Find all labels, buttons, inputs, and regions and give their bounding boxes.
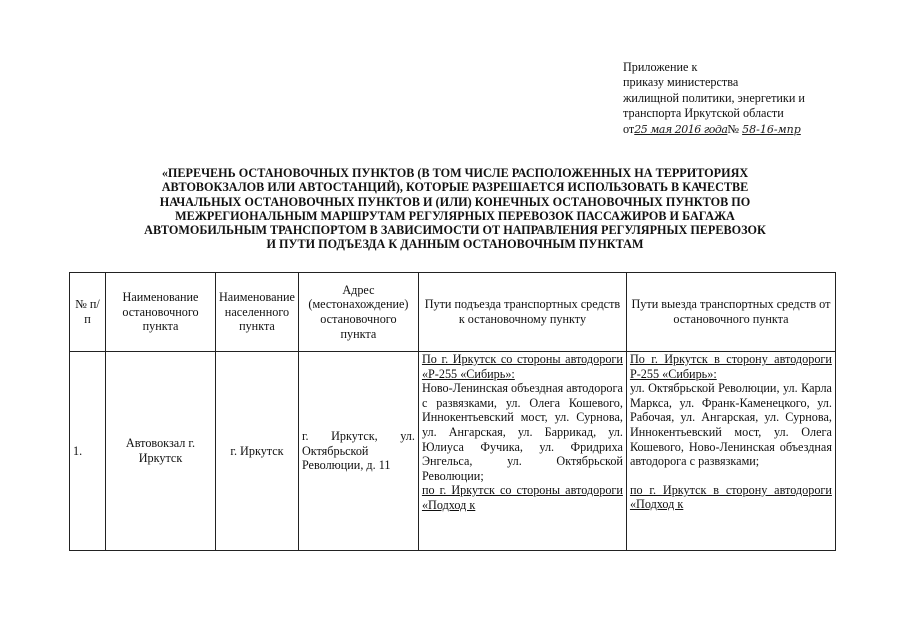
appendix-line: приказу министерства <box>623 75 739 90</box>
entry-heading-2: по г. Иркутск со стороны автодороги «Подход к <box>421 483 623 512</box>
number-sign: № <box>727 121 740 136</box>
document-title <box>60 166 850 252</box>
cell-num: 1. <box>70 352 106 551</box>
handwritten-order-number: 58-16-мпр <box>742 122 801 136</box>
cell-stop-name: Автовокзал г. Иркутск <box>106 352 216 551</box>
order-reference <box>623 122 898 137</box>
table-header-row <box>70 273 836 352</box>
table-row <box>70 352 836 551</box>
handwritten-order-date: 25 мая 2016 года <box>634 122 728 136</box>
order-prefix: от <box>623 121 635 136</box>
header-address: Адрес (местонахождение) остановочного пункта <box>298 273 418 352</box>
exit-heading-1: По г. Иркутск в сторону автодороги Р-255 «Сибирь»: <box>629 352 832 381</box>
appendix-line: жилищной политики, энергетики и <box>623 90 805 105</box>
title-line: МЕЖРЕГИОНАЛЬНЫМ МАРШРУТАМ РЕГУЛЯРНЫХ ПЕРЕВОЗОК ПАССАЖИРОВ И БАГАЖА <box>175 208 735 223</box>
header-settlement: Наименование населенного пункта <box>216 273 299 352</box>
exit-heading-2: по г. Иркутск в сторону автодороги «Подход к <box>629 482 832 512</box>
title-line: И ПУТИ ПОДЪЕЗДА К ДАННЫМ ОСТАНОВОЧНЫМ ПУНКТАМ <box>266 237 644 252</box>
header-num: № п/п <box>70 273 106 352</box>
appendix-header <box>623 60 898 137</box>
header-exit-routes: Пути выезда транспортных средств от остановочного пункта <box>626 273 835 352</box>
stops-table <box>69 272 836 551</box>
cell-entry-routes <box>418 352 626 551</box>
header-entry-routes: Пути подъезда транспортных средств к остановочному пункту <box>418 273 626 352</box>
title-line: АВТОВОКЗАЛОВ ИЛИ АВТОСТАНЦИЙ), КОТОРЫЕ РАЗРЕШАЕТСЯ ИСПОЛЬЗОВАТЬ В КАЧЕСТВЕ <box>161 180 749 195</box>
appendix-line: транспорта Иркутской области <box>623 106 784 121</box>
appendix-line: Приложение к <box>623 60 698 74</box>
cell-settlement: г. Иркутск <box>216 352 299 551</box>
header-stop-name: Наименование остановочного пункта <box>106 273 216 352</box>
entry-heading-1: По г. Иркутск со стороны автодороги «Р-255 «Сибирь»: <box>421 352 623 381</box>
title-line: АВТОМОБИЛЬНЫМ ТРАНСПОРТОМ В ЗАВИСИМОСТИ ОТ НАПРАВЛЕНИЯ РЕГУЛЯРНЫХ ПЕРЕВОЗОК <box>144 223 766 238</box>
title-line: «ПЕРЕЧЕНЬ ОСТАНОВОЧНЫХ ПУНКТОВ (В ТОМ ЧИСЛЕ РАСПОЛОЖЕННЫХ НА ТЕРРИТОРИЯХ <box>161 166 749 180</box>
title-line: НАЧАЛЬНЫХ ОСТАНОВОЧНЫХ ПУНКТОВ И (ИЛИ) КОНЕЧНЫХ ОСТАНОВОЧНЫХ ПУНКТОВ ПО <box>159 194 751 209</box>
cell-address: г. Иркутск, ул. Октябрьской Революции, д. 11 <box>298 352 418 551</box>
exit-text-1: ул. Октябрьской Революции, ул. Карла Маркса, ул. Франк-Каменецкого, ул. Рабочая, ул. Ангарская, ул. Сурнова, Иннокентьевский мост, ул. Олега Кошевого, Ново-Ленинская объездная автодорога с развязками; <box>629 381 832 469</box>
cell-exit-routes <box>626 352 835 551</box>
entry-text-1: Ново-Ленинская объездная автодорога с развязками, ул. Олега Кошевого, Иннокентьевский мост, ул. Сурнова, ул. Ангарская, ул. Баррикад, ул. Юлиуса Фучика, ул. Фридриха Энгельса, ул. Октябрьской Революции; <box>421 381 623 483</box>
